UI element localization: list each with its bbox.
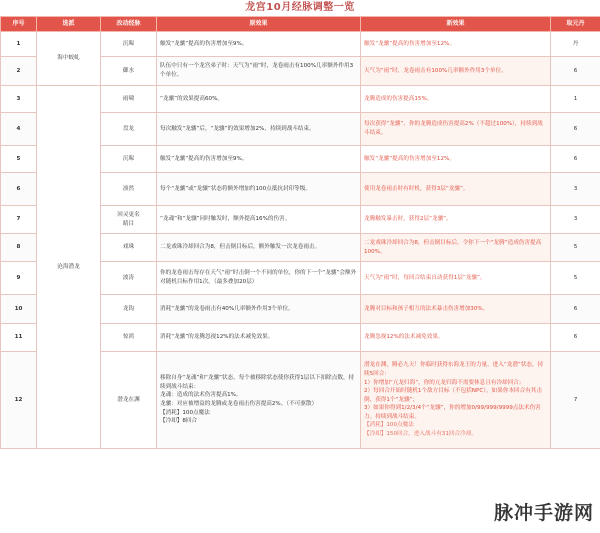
row-index: 12 — [1, 352, 37, 449]
new-effect — [361, 173, 551, 206]
row-index: 7 — [1, 206, 37, 234]
new-effect-line: 龙腾触发暴击时，获得2层“龙骧”。 — [364, 216, 452, 223]
original-effect — [157, 57, 361, 86]
row-index: 5 — [1, 146, 37, 173]
new-effect — [361, 32, 551, 57]
row-index: 4 — [1, 113, 37, 146]
new-effect — [361, 262, 551, 295]
new-effect — [361, 234, 551, 262]
row-index: 8 — [1, 234, 37, 262]
original-effect-line: 每个“龙骧”或“龙骧”状态将额外增加约100点抵抗封印等级。 — [160, 185, 311, 192]
original-effect — [157, 86, 361, 113]
meridian-adjust-table — [0, 16, 600, 449]
pill-cost: 丹 — [551, 32, 600, 57]
meridian-name-line: 睛目 — [122, 220, 135, 227]
meridian-name-line: 御水 — [122, 67, 135, 74]
new-effect-line: 【冷却】150回合，进入战斗有31回合冷却。 — [364, 431, 477, 438]
meridian-name-line: 波涛 — [122, 274, 135, 281]
original-effect-line: 【消耗】100点魔法 — [160, 409, 210, 416]
original-effect-line: 消耗“龙骧”的龙腾忽视12%的法术减免效果。 — [160, 334, 274, 341]
new-effect — [361, 113, 551, 146]
table-header — [1, 17, 600, 32]
meridian-name — [101, 86, 157, 113]
original-effect — [157, 262, 361, 295]
meridian-name-line: 沉嗥 — [122, 40, 135, 47]
meridian-name-line: 龙钩 — [122, 305, 135, 312]
row-index: 10 — [1, 295, 37, 324]
site-watermark: 脉冲手游网 — [493, 502, 594, 524]
pill-cost: 5 — [551, 234, 600, 262]
new-effect-line: 二龙戏珠冷却回合为8，但击倒目标后，令你下一个“龙腾”造成伤害提高100%。 — [364, 239, 542, 255]
original-effect-line: 二龙戏珠冷却回合为8，但击倒目标后，额外触发一次龙卷雨击。 — [160, 244, 321, 251]
original-effect — [157, 295, 361, 324]
meridian-name-line: 惊鸿 — [122, 334, 135, 341]
header-pill: 取元丹 — [551, 17, 600, 32]
meridian-name — [101, 206, 157, 234]
meridian-name — [101, 173, 157, 206]
original-effect-line: 队伍中只有一个龙宫弟子时：天气为“雨”时，龙卷雨击有100%几率额外作用3个单位。 — [160, 63, 354, 78]
new-effect-line: 龙腾造成的伤害提高15%。 — [364, 95, 433, 102]
original-effect-line: 移除自身“龙魂”和“龙骧”状态，每个被移除状态使你获得1层以下扣除点数，持续到战斗结束： — [160, 375, 355, 390]
original-effect-line: “龙魂”和“龙骧”同时触发时，额外提高16%的伤害。 — [160, 216, 291, 223]
header-new-effect: 新效果 — [361, 17, 551, 32]
new-effect — [361, 206, 551, 234]
new-effect — [361, 86, 551, 113]
new-effect-line: 1）你增加“亢龙归海”，你的亢龙归海不需要休息且有冷却回合； — [364, 379, 525, 386]
pill-cost: 6 — [551, 324, 600, 352]
pill-cost: 5 — [551, 262, 600, 295]
new-effect — [361, 295, 551, 324]
row-index: 6 — [1, 173, 37, 206]
pill-cost: 6 — [551, 57, 600, 86]
new-effect-line: 龙腾对目标和孩子相互的法术暴击伤害增加30%。 — [364, 305, 489, 312]
original-effect — [157, 173, 361, 206]
original-effect-line: 每次触发“龙骧”后，“龙骧”的效果增加2%，持续到战斗结束。 — [160, 125, 315, 132]
new-effect-line: 使用龙卷雨击时有时机，获得3层“龙骧”。 — [364, 185, 469, 192]
new-effect-line: 【消耗】100点魔法 — [364, 422, 414, 429]
table-row — [1, 32, 600, 57]
school-group: 海中蛟虬 — [37, 32, 101, 86]
header-meridian: 改动经脉 — [101, 17, 157, 32]
pill-cost: 3 — [551, 206, 600, 234]
pill-cost: 6 — [551, 113, 600, 146]
original-effect-line: 触发“龙骧”提高的伤害增加至9%。 — [160, 40, 248, 47]
table-row — [1, 86, 600, 113]
meridian-name-line: 雨啸 — [122, 95, 135, 102]
original-effect — [157, 32, 361, 57]
meridian-name — [101, 146, 157, 173]
new-effect-line: 天气为“雨”时，龙卷雨击有100%几率额外作用3个单位。 — [364, 67, 507, 74]
original-effect — [157, 206, 361, 234]
meridian-name-line: 凛然 — [122, 185, 135, 192]
row-index: 11 — [1, 324, 37, 352]
new-effect — [361, 57, 551, 86]
row-index: 2 — [1, 57, 37, 86]
header-original-effect: 原效果 — [157, 17, 361, 32]
header-index: 序号 — [1, 17, 37, 32]
original-effect-line: 触发“龙骧”提高的伤害增加至9%。 — [160, 155, 248, 162]
row-index: 1 — [1, 32, 37, 57]
meridian-name-line: 戏珠 — [122, 244, 135, 251]
original-effect — [157, 324, 361, 352]
pill-cost: 3 — [551, 173, 600, 206]
pill-cost: 1 — [551, 86, 600, 113]
school-group: 沧海潜龙 — [37, 86, 101, 449]
new-effect — [361, 324, 551, 352]
new-effect-line: 龙腾忽视12%的法术减免效果。 — [364, 334, 444, 341]
new-effect-line: 3）如果你得到1/2/3/4个“龙骧”，你的增加0/99/999/9999点法术伤害力。持续到战斗结束。 — [364, 405, 541, 420]
header-school: 选派 — [37, 17, 101, 32]
new-effect-line: 天气为“雨”时，每回合结束自动获得1层“龙骧”。 — [364, 274, 486, 281]
pill-cost: 6 — [551, 146, 600, 173]
row-index: 3 — [1, 86, 37, 113]
meridian-name — [101, 352, 157, 449]
original-effect — [157, 146, 361, 173]
meridian-name-line: 潜龙在渊 — [117, 396, 140, 403]
table-title: 龙宫10月经脉调整一览 — [245, 2, 355, 13]
meridian-name-line: 回灵更名 — [117, 211, 140, 218]
original-effect — [157, 113, 361, 146]
new-effect-line: 触发“龙骧”提高的伤害增加至12%。 — [364, 40, 455, 47]
meridian-name-line: 沉嗥 — [122, 155, 135, 162]
new-effect-line: 触发“龙骧”提高的伤害增加至12%。 — [364, 155, 455, 162]
new-effect — [361, 146, 551, 173]
original-effect — [157, 352, 361, 449]
meridian-name — [101, 324, 157, 352]
new-effect-line: 2）每回合开始时随机1个敌方目标（不包括NPC），如果你本回合有其击倒，获得1个“龙骧”； — [364, 388, 543, 403]
original-effect-line: 【冷却】8回合 — [160, 418, 198, 425]
meridian-name — [101, 57, 157, 86]
meridian-name — [101, 262, 157, 295]
meridian-name — [101, 32, 157, 57]
original-effect-line: 龙魂：造成的法术伤害提高1%。 — [160, 392, 242, 399]
meridian-name — [101, 234, 157, 262]
original-effect-line: “龙骧”的效果提高60%。 — [160, 95, 223, 102]
original-effect-line: 消耗“龙骧”的龙卷雨击有40%几率额外作用3个单位。 — [160, 305, 294, 312]
original-effect-line: 你的龙卷雨击每存在天气“雨”时击倒一个不同的单位，你的下一个“龙骧”会额外对随机目标作用1次。（最多叠加20层） — [160, 270, 357, 285]
row-index: 9 — [1, 262, 37, 295]
meridian-name-line: 盘龙 — [122, 125, 135, 132]
new-effect — [361, 352, 551, 449]
meridian-name — [101, 113, 157, 146]
new-effect-line: 潜龙在渊，腾必九天！你临时获得东海龙王的力量，进入“龙潜”状态，持续5回合： — [364, 362, 544, 377]
original-effect — [157, 234, 361, 262]
pill-cost: 6 — [551, 295, 600, 324]
original-effect-line: 龙骧：对应被增益的龙腾或龙卷雨击伤害提高2%。（不可驱散） — [160, 401, 318, 407]
meridian-name — [101, 295, 157, 324]
new-effect-line: 每次获得“龙骧”，你的龙腾造成伤害提高2%（不超过100%），持续到战斗结束。 — [364, 121, 543, 136]
pill-cost: 7 — [551, 352, 600, 449]
